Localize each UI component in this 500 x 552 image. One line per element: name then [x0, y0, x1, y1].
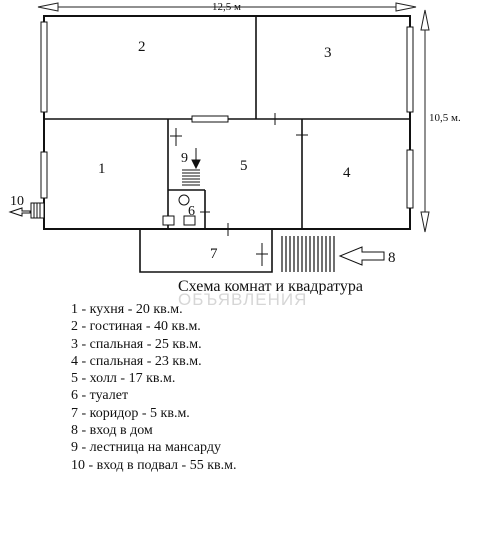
room-7-label: 7	[210, 246, 218, 262]
legend-item: 2 - гостиная - 40 кв.м.	[71, 319, 201, 335]
room-1-label: 1	[98, 161, 106, 177]
room-8-label: 8	[388, 250, 396, 266]
room-4-label: 4	[343, 165, 351, 181]
legend-item: 9 - лестница на мансарду	[71, 440, 221, 456]
legend-item: 6 - туалет	[71, 388, 129, 404]
legend-item: 3 - спальная - 25 кв.м.	[71, 336, 202, 352]
room-10-label: 10	[10, 194, 24, 209]
windows	[41, 22, 413, 208]
room-9-label: 9	[181, 151, 188, 166]
legend-item: 1 - кухня - 20 кв.м.	[71, 302, 183, 317]
watermark: ОБЪЯВЛЕНИЯ	[178, 290, 308, 309]
corridor-walls	[140, 229, 272, 272]
legend-item: 4 - спальная - 23 кв.м.	[71, 353, 202, 369]
legend-item: 7 - коридор - 5 кв.м.	[71, 405, 190, 421]
height-dimension	[421, 10, 429, 232]
legend-item: 8 - вход в дом	[71, 423, 153, 439]
height-label: 10,5 м.	[429, 112, 461, 124]
entrance-arrow-icon	[340, 247, 384, 265]
legend-item: 5 - холл - 17 кв.м.	[71, 371, 176, 387]
legend-list	[71, 301, 236, 474]
room-5-label: 5	[240, 158, 248, 174]
legend-title: Схема комнат и квадратура	[178, 278, 364, 295]
legend-item: 10 - вход в подвал - 55 кв.м.	[71, 457, 237, 473]
entrance-steps-icon	[282, 236, 334, 272]
width-label: 12,5 м	[212, 1, 241, 13]
room-3-label: 3	[324, 45, 332, 61]
room-2-label: 2	[138, 39, 146, 55]
room-6-label: 6	[188, 204, 195, 219]
